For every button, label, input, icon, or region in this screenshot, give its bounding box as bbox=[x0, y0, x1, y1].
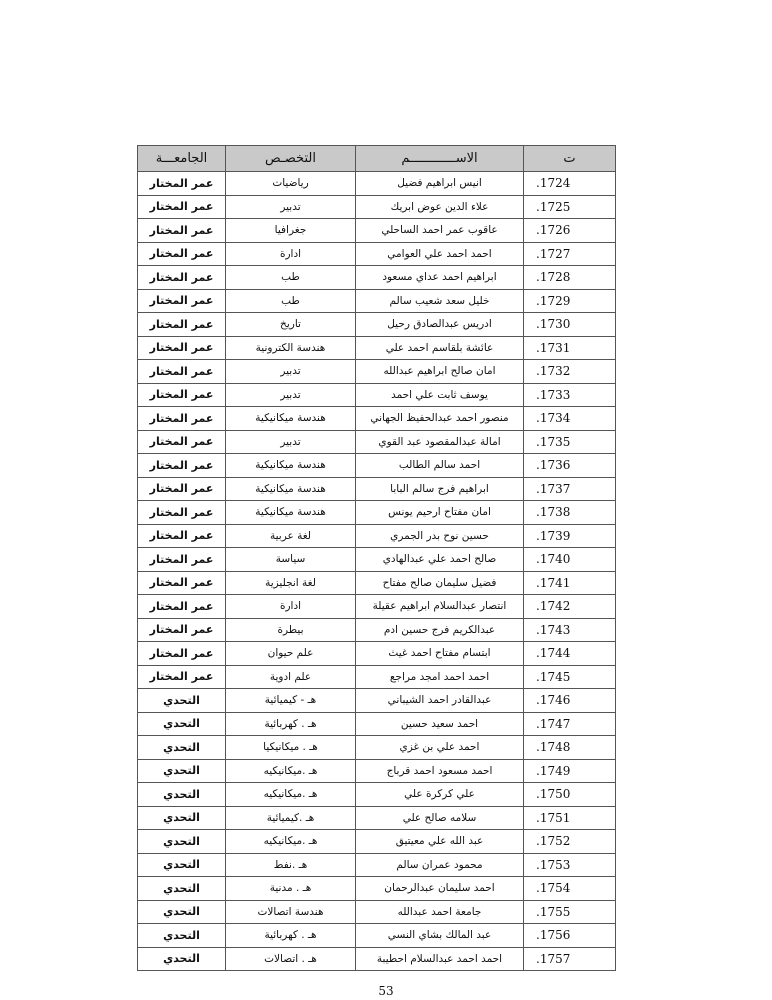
table-row bbox=[138, 595, 616, 619]
table-row bbox=[138, 477, 616, 501]
table-row bbox=[138, 736, 616, 760]
student-name: عبد المالك بشاي النسي bbox=[356, 924, 524, 948]
student-name: فضيل سليمان صالح مفتاح bbox=[356, 571, 524, 595]
table-row bbox=[138, 430, 616, 454]
student-university: التحدي bbox=[138, 947, 226, 971]
row-number: 1745. bbox=[524, 665, 616, 689]
student-university: عمر المختار bbox=[138, 383, 226, 407]
row-number: 1732. bbox=[524, 360, 616, 384]
student-specialty: تدبير bbox=[226, 195, 356, 219]
student-specialty: هـ .كيميائية bbox=[226, 806, 356, 830]
row-number: 1724. bbox=[524, 172, 616, 196]
table-row bbox=[138, 853, 616, 877]
table-row bbox=[138, 830, 616, 854]
student-university: التحدي bbox=[138, 759, 226, 783]
table-row bbox=[138, 759, 616, 783]
student-specialty: رياضيات bbox=[226, 172, 356, 196]
student-name: منصور احمد عبدالحفيظ الجهاني bbox=[356, 407, 524, 431]
student-university: عمر المختار bbox=[138, 665, 226, 689]
student-university: عمر المختار bbox=[138, 407, 226, 431]
table-row bbox=[138, 806, 616, 830]
page-number: 53 bbox=[378, 984, 394, 998]
table-row bbox=[138, 219, 616, 243]
student-name: احمد علي بن غزي bbox=[356, 736, 524, 760]
row-number: 1748. bbox=[524, 736, 616, 760]
row-number: 1734. bbox=[524, 407, 616, 431]
header-specialty: التخصـص bbox=[226, 146, 356, 172]
student-university: عمر المختار bbox=[138, 548, 226, 572]
student-specialty: طب bbox=[226, 289, 356, 313]
table-row bbox=[138, 712, 616, 736]
row-number: 1725. bbox=[524, 195, 616, 219]
student-university: التحدي bbox=[138, 853, 226, 877]
student-university: عمر المختار bbox=[138, 454, 226, 478]
row-number: 1741. bbox=[524, 571, 616, 595]
student-specialty: علم ادوية bbox=[226, 665, 356, 689]
row-number: 1727. bbox=[524, 242, 616, 266]
student-university: عمر المختار bbox=[138, 477, 226, 501]
student-university: عمر المختار bbox=[138, 618, 226, 642]
table-row bbox=[138, 548, 616, 572]
table-row bbox=[138, 383, 616, 407]
student-university: عمر المختار bbox=[138, 571, 226, 595]
student-name: احمد سعيد حسين bbox=[356, 712, 524, 736]
row-number: 1754. bbox=[524, 877, 616, 901]
student-specialty: هندسة ميكانيكية bbox=[226, 501, 356, 525]
student-specialty: هـ .ميكانيكيه bbox=[226, 830, 356, 854]
student-name: احمد مسعود احمد قرباج bbox=[356, 759, 524, 783]
student-specialty: ادارة bbox=[226, 595, 356, 619]
student-specialty: جغرافيا bbox=[226, 219, 356, 243]
table-row bbox=[138, 195, 616, 219]
student-specialty: هـ .نفط bbox=[226, 853, 356, 877]
row-number: 1742. bbox=[524, 595, 616, 619]
student-specialty: هـ .ميكانيكيه bbox=[226, 759, 356, 783]
header-number: ت bbox=[524, 146, 616, 172]
table-row bbox=[138, 665, 616, 689]
student-university: التحدي bbox=[138, 877, 226, 901]
student-specialty: ادارة bbox=[226, 242, 356, 266]
row-number: 1746. bbox=[524, 689, 616, 713]
student-name: عبد الله علي معيتيق bbox=[356, 830, 524, 854]
student-name: محمود عمران سالم bbox=[356, 853, 524, 877]
row-number: 1743. bbox=[524, 618, 616, 642]
row-number: 1736. bbox=[524, 454, 616, 478]
students-table-container bbox=[137, 145, 615, 971]
student-name: ابراهيم احمد عداي مسعود bbox=[356, 266, 524, 290]
student-university: عمر المختار bbox=[138, 313, 226, 337]
student-specialty: هـ . اتصالات bbox=[226, 947, 356, 971]
row-number: 1755. bbox=[524, 900, 616, 924]
student-university: عمر المختار bbox=[138, 219, 226, 243]
student-university: عمر المختار bbox=[138, 336, 226, 360]
student-university: التحدي bbox=[138, 830, 226, 854]
table-row bbox=[138, 501, 616, 525]
student-name: احمد سليمان عبدالرحمان bbox=[356, 877, 524, 901]
student-university: عمر المختار bbox=[138, 595, 226, 619]
student-specialty: هـ . كهربائية bbox=[226, 924, 356, 948]
row-number: 1750. bbox=[524, 783, 616, 807]
student-specialty: هـ . ميكانيكيا bbox=[226, 736, 356, 760]
student-specialty: علم حيوان bbox=[226, 642, 356, 666]
student-specialty: لغة انجليزية bbox=[226, 571, 356, 595]
student-name: انيس ابراهيم فضيل bbox=[356, 172, 524, 196]
student-specialty: هندسة الكترونية bbox=[226, 336, 356, 360]
student-name: ادريس عبدالصادق رحيل bbox=[356, 313, 524, 337]
student-university: التحدي bbox=[138, 806, 226, 830]
row-number: 1731. bbox=[524, 336, 616, 360]
row-number: 1739. bbox=[524, 524, 616, 548]
row-number: 1733. bbox=[524, 383, 616, 407]
student-specialty: طب bbox=[226, 266, 356, 290]
student-specialty: تدبير bbox=[226, 430, 356, 454]
student-university: التحدي bbox=[138, 712, 226, 736]
student-university: عمر المختار bbox=[138, 430, 226, 454]
student-name: علاء الدين عوض ابريك bbox=[356, 195, 524, 219]
table-row bbox=[138, 336, 616, 360]
student-university: عمر المختار bbox=[138, 242, 226, 266]
student-name: عبدالكريم فرج حسين ادم bbox=[356, 618, 524, 642]
student-specialty: هـ - كيميائية bbox=[226, 689, 356, 713]
student-name: يوسف ثابت علي احمد bbox=[356, 383, 524, 407]
student-name: احمد احمد علي العوامي bbox=[356, 242, 524, 266]
student-specialty: سياسة bbox=[226, 548, 356, 572]
row-number: 1740. bbox=[524, 548, 616, 572]
student-university: التحدي bbox=[138, 689, 226, 713]
student-specialty: هـ . كهربائية bbox=[226, 712, 356, 736]
row-number: 1757. bbox=[524, 947, 616, 971]
header-name: الاســــــــــــم bbox=[356, 146, 524, 172]
student-university: التحدي bbox=[138, 736, 226, 760]
row-number: 1753. bbox=[524, 853, 616, 877]
student-university: عمر المختار bbox=[138, 172, 226, 196]
student-university: عمر المختار bbox=[138, 642, 226, 666]
student-name: خليل سعد شعيب سالم bbox=[356, 289, 524, 313]
table-header-row bbox=[138, 146, 616, 172]
row-number: 1728. bbox=[524, 266, 616, 290]
student-name: جامعة احمد عبدالله bbox=[356, 900, 524, 924]
table-row bbox=[138, 689, 616, 713]
student-specialty: تاريخ bbox=[226, 313, 356, 337]
table-row bbox=[138, 783, 616, 807]
table-row bbox=[138, 571, 616, 595]
row-number: 1751. bbox=[524, 806, 616, 830]
student-name: ابراهيم فرج سالم البابا bbox=[356, 477, 524, 501]
student-name: امان صالح ابراهيم عبدالله bbox=[356, 360, 524, 384]
student-name: عاقوب عمر احمد الساحلي bbox=[356, 219, 524, 243]
table-row bbox=[138, 360, 616, 384]
student-specialty: هندسة اتصالات bbox=[226, 900, 356, 924]
table-row bbox=[138, 289, 616, 313]
student-university: عمر المختار bbox=[138, 289, 226, 313]
students-table bbox=[137, 145, 616, 971]
student-name: علي كركرة علي bbox=[356, 783, 524, 807]
table-row bbox=[138, 266, 616, 290]
header-university: الجامعـــة bbox=[138, 146, 226, 172]
table-row bbox=[138, 242, 616, 266]
student-name: صالح احمد علي عبدالهادي bbox=[356, 548, 524, 572]
student-specialty: لغة عربية bbox=[226, 524, 356, 548]
student-specialty: تدبير bbox=[226, 360, 356, 384]
row-number: 1752. bbox=[524, 830, 616, 854]
student-university: عمر المختار bbox=[138, 266, 226, 290]
student-specialty: هـ .ميكانيكيه bbox=[226, 783, 356, 807]
table-row bbox=[138, 900, 616, 924]
row-number: 1747. bbox=[524, 712, 616, 736]
student-name: امان مفتاح ارحيم يونس bbox=[356, 501, 524, 525]
row-number: 1738. bbox=[524, 501, 616, 525]
table-row bbox=[138, 924, 616, 948]
student-specialty: هندسة ميكانيكية bbox=[226, 407, 356, 431]
student-name: احمد احمد امجد مراجع bbox=[356, 665, 524, 689]
row-number: 1749. bbox=[524, 759, 616, 783]
student-university: التحدي bbox=[138, 900, 226, 924]
row-number: 1756. bbox=[524, 924, 616, 948]
row-number: 1735. bbox=[524, 430, 616, 454]
student-university: التحدي bbox=[138, 783, 226, 807]
student-specialty: هـ . مدنية bbox=[226, 877, 356, 901]
student-name: سلامه صالح علي bbox=[356, 806, 524, 830]
student-name: حسين نوح بدر الجمري bbox=[356, 524, 524, 548]
table-row bbox=[138, 524, 616, 548]
table-body bbox=[138, 172, 616, 971]
student-specialty: هندسة ميكانيكية bbox=[226, 454, 356, 478]
table-row bbox=[138, 947, 616, 971]
table-row bbox=[138, 172, 616, 196]
student-university: عمر المختار bbox=[138, 195, 226, 219]
student-university: عمر المختار bbox=[138, 360, 226, 384]
table-row bbox=[138, 642, 616, 666]
student-name: ابتسام مفتاح احمد غيث bbox=[356, 642, 524, 666]
student-specialty: تدبير bbox=[226, 383, 356, 407]
table-row bbox=[138, 454, 616, 478]
student-specialty: بيطرة bbox=[226, 618, 356, 642]
student-university: التحدي bbox=[138, 924, 226, 948]
student-university: عمر المختار bbox=[138, 501, 226, 525]
row-number: 1726. bbox=[524, 219, 616, 243]
row-number: 1737. bbox=[524, 477, 616, 501]
row-number: 1730. bbox=[524, 313, 616, 337]
table-row bbox=[138, 618, 616, 642]
student-name: انتصار عبدالسلام ابراهيم عقيلة bbox=[356, 595, 524, 619]
student-name: عبدالقادر احمد الشيباني bbox=[356, 689, 524, 713]
row-number: 1744. bbox=[524, 642, 616, 666]
table-row bbox=[138, 313, 616, 337]
student-specialty: هندسة ميكانيكية bbox=[226, 477, 356, 501]
student-university: عمر المختار bbox=[138, 524, 226, 548]
student-name: احمد احمد عبدالسلام احطيبة bbox=[356, 947, 524, 971]
student-name: امالة عبدالمقصود عبد القوي bbox=[356, 430, 524, 454]
student-name: احمد سالم الطالب bbox=[356, 454, 524, 478]
row-number: 1729. bbox=[524, 289, 616, 313]
table-row bbox=[138, 877, 616, 901]
student-name: عائشة بلقاسم احمد علي bbox=[356, 336, 524, 360]
table-row bbox=[138, 407, 616, 431]
